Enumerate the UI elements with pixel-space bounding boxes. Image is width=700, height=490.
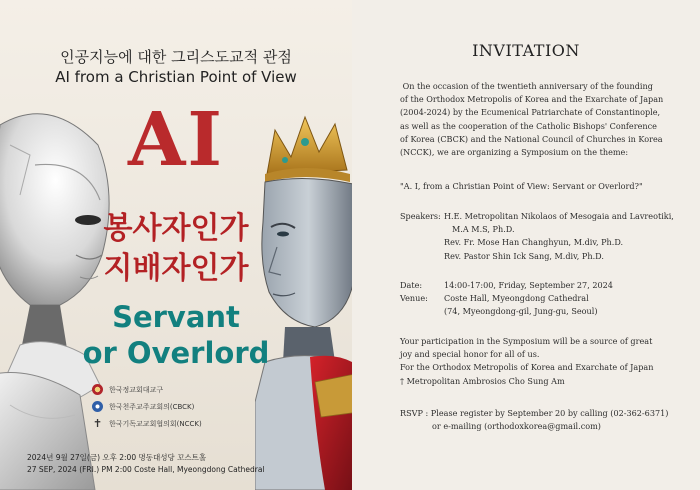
invitation-heading: INVITATION bbox=[472, 41, 580, 60]
venue-value: Coste Hall, Myeongdong Cathedral bbox=[444, 293, 589, 303]
speaker-line: Rev. Pastor Shin Ick Sang, M.div, Ph.D. bbox=[444, 250, 604, 261]
org-cbck-label: 한국천주교주교회의(CBCK) bbox=[109, 402, 195, 411]
intro-line: as well as the cooperation of the Catholic Bishops' Conference bbox=[400, 120, 657, 131]
rsvp-email-line: or e-mailing (orthodoxkorea@gmail.com) bbox=[432, 421, 601, 431]
poster-title-english: AI from a Christian Point of View bbox=[55, 68, 297, 86]
poster-english-overlord: or Overlord bbox=[82, 336, 270, 370]
intro-line: of Korea (CBCK) and the National Council of Churches in Korea bbox=[400, 133, 663, 144]
symposium-theme: "A. I, from a Christian Point of View: Servant or Overlord?" bbox=[400, 181, 643, 191]
date-label: Date: bbox=[400, 280, 423, 290]
rsvp-line: RSVP : Please register by September 20 by calling (02-362-6371) bbox=[400, 408, 669, 418]
intro-line: (NCCK), we are organizing a Symposium on the theme: bbox=[400, 147, 629, 158]
venue-label: Venue: bbox=[400, 293, 428, 303]
speakers-label: Speakers: bbox=[400, 211, 441, 221]
closing-line: Your participation in the Symposium will be a source of great bbox=[400, 336, 653, 346]
speakers-list bbox=[444, 210, 674, 263]
intro-line: (2004-2024) by the Ecumenical Patriarchate of Constantinople, bbox=[400, 107, 661, 118]
poster-ai-heading: AI bbox=[127, 97, 225, 183]
poster-footer-english: 27 SEP, 2024 (FRI.) PM 2:00 Coste Hall, Myeongdong Cathedral bbox=[27, 465, 265, 474]
date-value: 14:00-17:00, Friday, September 27, 2024 bbox=[444, 280, 613, 290]
speaker-line: M.A M.S, Ph.D. bbox=[452, 224, 515, 235]
invitation-closing bbox=[400, 335, 685, 388]
closing-line: For the Orthodox Metropolis of Korea and Exarchate of Japan bbox=[400, 362, 654, 373]
closing-line: † Metropolitan Ambrosios Cho Sung Am bbox=[400, 375, 565, 386]
org-ncck bbox=[92, 418, 202, 429]
org-orthodox bbox=[92, 384, 163, 395]
invitation-panel bbox=[352, 0, 700, 490]
org-cbck bbox=[92, 401, 194, 412]
poster-title-korean: 인공지능에 대한 그리스도교적 관점 bbox=[60, 48, 292, 66]
poster-korean-servant: 봉사자인가 bbox=[103, 211, 249, 246]
ncck-logo-icon: ✝ bbox=[92, 417, 103, 430]
speaker-line: H.E. Metropolitan Nikolaos of Mesogaia and Lavreotiki, bbox=[444, 211, 674, 221]
closing-line: joy and special honor for all of us. bbox=[400, 349, 540, 360]
orthodox-logo-icon bbox=[92, 384, 103, 395]
org-orthodox-label: 한국정교회대교구 bbox=[109, 385, 164, 394]
venue-address: (74, Myeongdong-gil, Jung-gu, Seoul) bbox=[444, 306, 598, 316]
org-ncck-label: 한국기독교교회협의회(NCCK) bbox=[109, 419, 202, 428]
cbck-logo-icon bbox=[92, 401, 103, 412]
invitation-intro bbox=[400, 80, 685, 159]
poster-english-servant: Servant bbox=[112, 300, 240, 334]
poster-footer-korean: 2024년 9월 27일(금) 오후 2:00 명동대성당 꼬스트홀 bbox=[27, 453, 207, 462]
intro-line: On the occasion of the twentieth anniversary of the founding bbox=[400, 81, 653, 91]
speaker-line: Rev. Fr. Mose Han Changhyun, M.div, Ph.D. bbox=[444, 237, 624, 248]
poster-korean-overlord: 지배자인가 bbox=[103, 251, 249, 286]
intro-line: of the Orthodox Metropolis of Korea and the Exarchate of Japan bbox=[400, 94, 664, 105]
